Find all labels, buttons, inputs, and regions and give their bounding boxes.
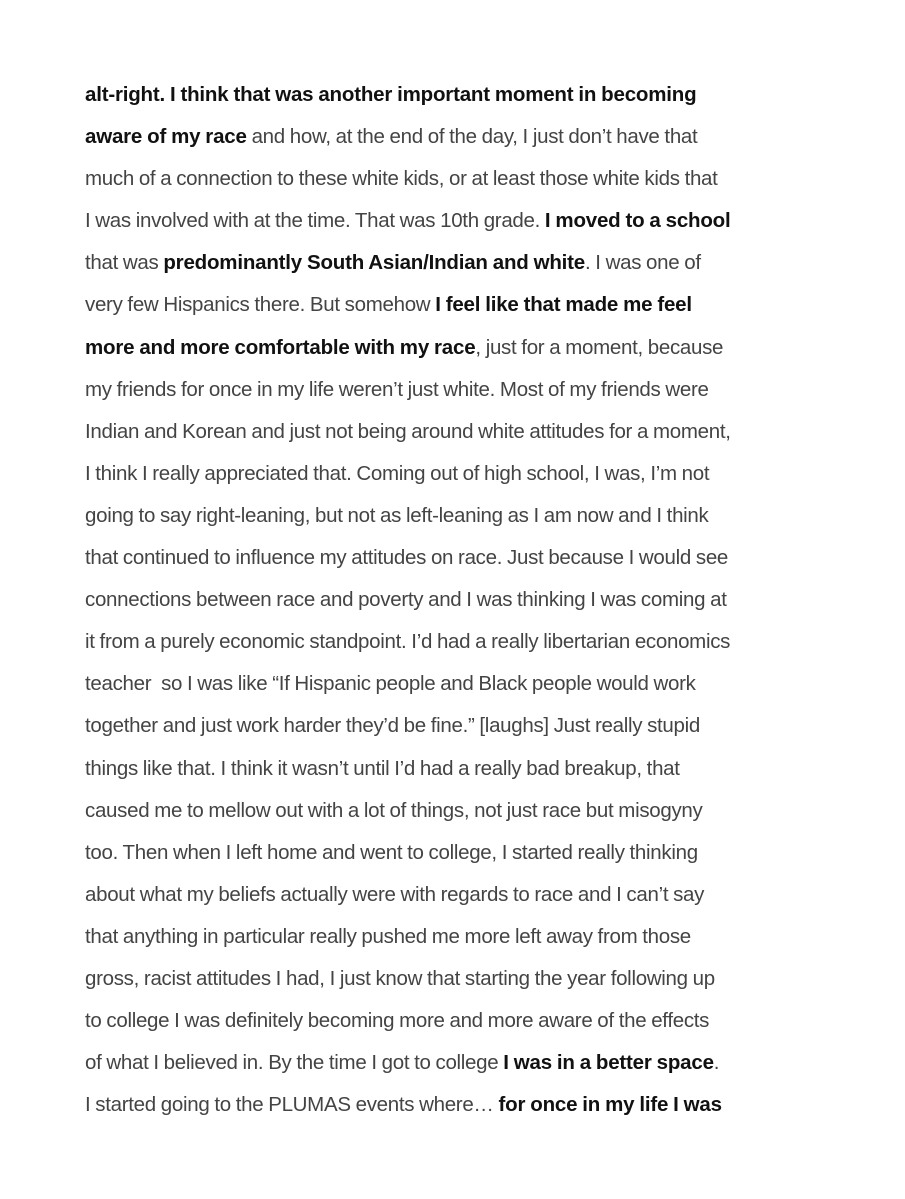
text-line (85, 200, 875, 242)
text-line (85, 1000, 875, 1042)
text-line (85, 916, 875, 958)
text-segment: that continued to influence my attitudes on race. Just because I would see (85, 546, 729, 570)
text-line (85, 1084, 875, 1126)
bold-text-segment: alt-right. I think that was another important moment in becoming (85, 83, 697, 106)
text-line (85, 453, 875, 495)
text-segment: caused me to mellow out with a lot of things, not just race but misogyny (85, 798, 703, 822)
text-line (85, 369, 875, 411)
text-segment: and how, at the end of the day, I just don’t have that (246, 125, 698, 149)
text-line (85, 284, 875, 326)
text-line (85, 748, 875, 790)
text-line (85, 705, 875, 747)
text-segment: together and just work harder they’d be fine.” [laughs] Just really stupid (85, 714, 700, 738)
text-segment: much of a connection to these white kids, or at least those white kids that (85, 167, 718, 191)
text-line (85, 537, 875, 579)
text-segment: connections between race and poverty and I was thinking I was coming at (85, 588, 727, 612)
text-segment: about what my beliefs actually were with regards to race and I can’t say (85, 882, 705, 906)
text-line (85, 116, 875, 158)
text-segment: . I was one of (585, 251, 701, 275)
bold-text-segment: for once in my life I was (498, 1093, 722, 1117)
text-segment: too. Then when I left home and went to college, I started really thinking (85, 840, 698, 864)
text-segment: I was involved with at the time. That was 10th grade. (85, 209, 545, 233)
text-line (85, 495, 875, 537)
text-segment: things like that. I think it wasn’t until I’d had a really bad breakup, that (85, 756, 680, 780)
text-segment: , just for a moment, because (475, 335, 724, 359)
bold-text-segment: aware of my race (85, 125, 247, 149)
text-segment: my friends for once in my life weren’t just white. Most of my friends were (85, 377, 709, 401)
text-segment: it from a purely economic standpoint. I’d had a really libertarian economics (85, 630, 731, 654)
text-line (85, 1042, 875, 1084)
text-line (85, 874, 875, 916)
text-line (85, 621, 875, 663)
bold-text-segment: more and more comfortable with my race (85, 335, 476, 359)
text-line (85, 832, 875, 874)
text-segment: I started going to the PLUMAS events where… (85, 1093, 499, 1117)
text-segment: that was (85, 251, 164, 275)
text-segment: Indian and Korean and just not being around white attitudes for a moment, (85, 419, 731, 443)
text-line (85, 790, 875, 832)
text-line (85, 158, 875, 200)
text-line (85, 663, 875, 705)
text-line (85, 327, 875, 369)
body-text (85, 74, 875, 1126)
text-segment: going to say right-leaning, but not as left-leaning as I am now and I think (85, 503, 709, 527)
text-segment: very few Hispanics there. But somehow (85, 293, 436, 317)
text-segment: that anything in particular really pushed me more left away from those (85, 924, 691, 948)
text-segment: to college I was definitely becoming more and more aware of the effects (85, 1009, 710, 1033)
text-segment: teacher so I was like “If Hispanic people and Black people would work (85, 672, 696, 696)
bold-text-segment: I feel like that made me feel (435, 293, 692, 317)
text-line (85, 579, 875, 621)
text-segment: of what I believed in. By the time I got to college (85, 1051, 504, 1075)
bold-text-segment: I moved to a school (544, 209, 731, 233)
text-segment: gross, racist attitudes I had, I just know that starting the year following up (85, 966, 715, 990)
bold-text-segment: predominantly South Asian/Indian and white (163, 251, 585, 275)
text-segment: . (713, 1051, 720, 1075)
text-line (85, 958, 875, 1000)
text-line (85, 411, 875, 453)
text-segment: I think I really appreciated that. Coming out of high school, I was, I’m not (85, 461, 710, 485)
bold-text-segment: I was in a better space (503, 1051, 714, 1075)
text-line (85, 74, 875, 116)
text-line (85, 242, 875, 284)
